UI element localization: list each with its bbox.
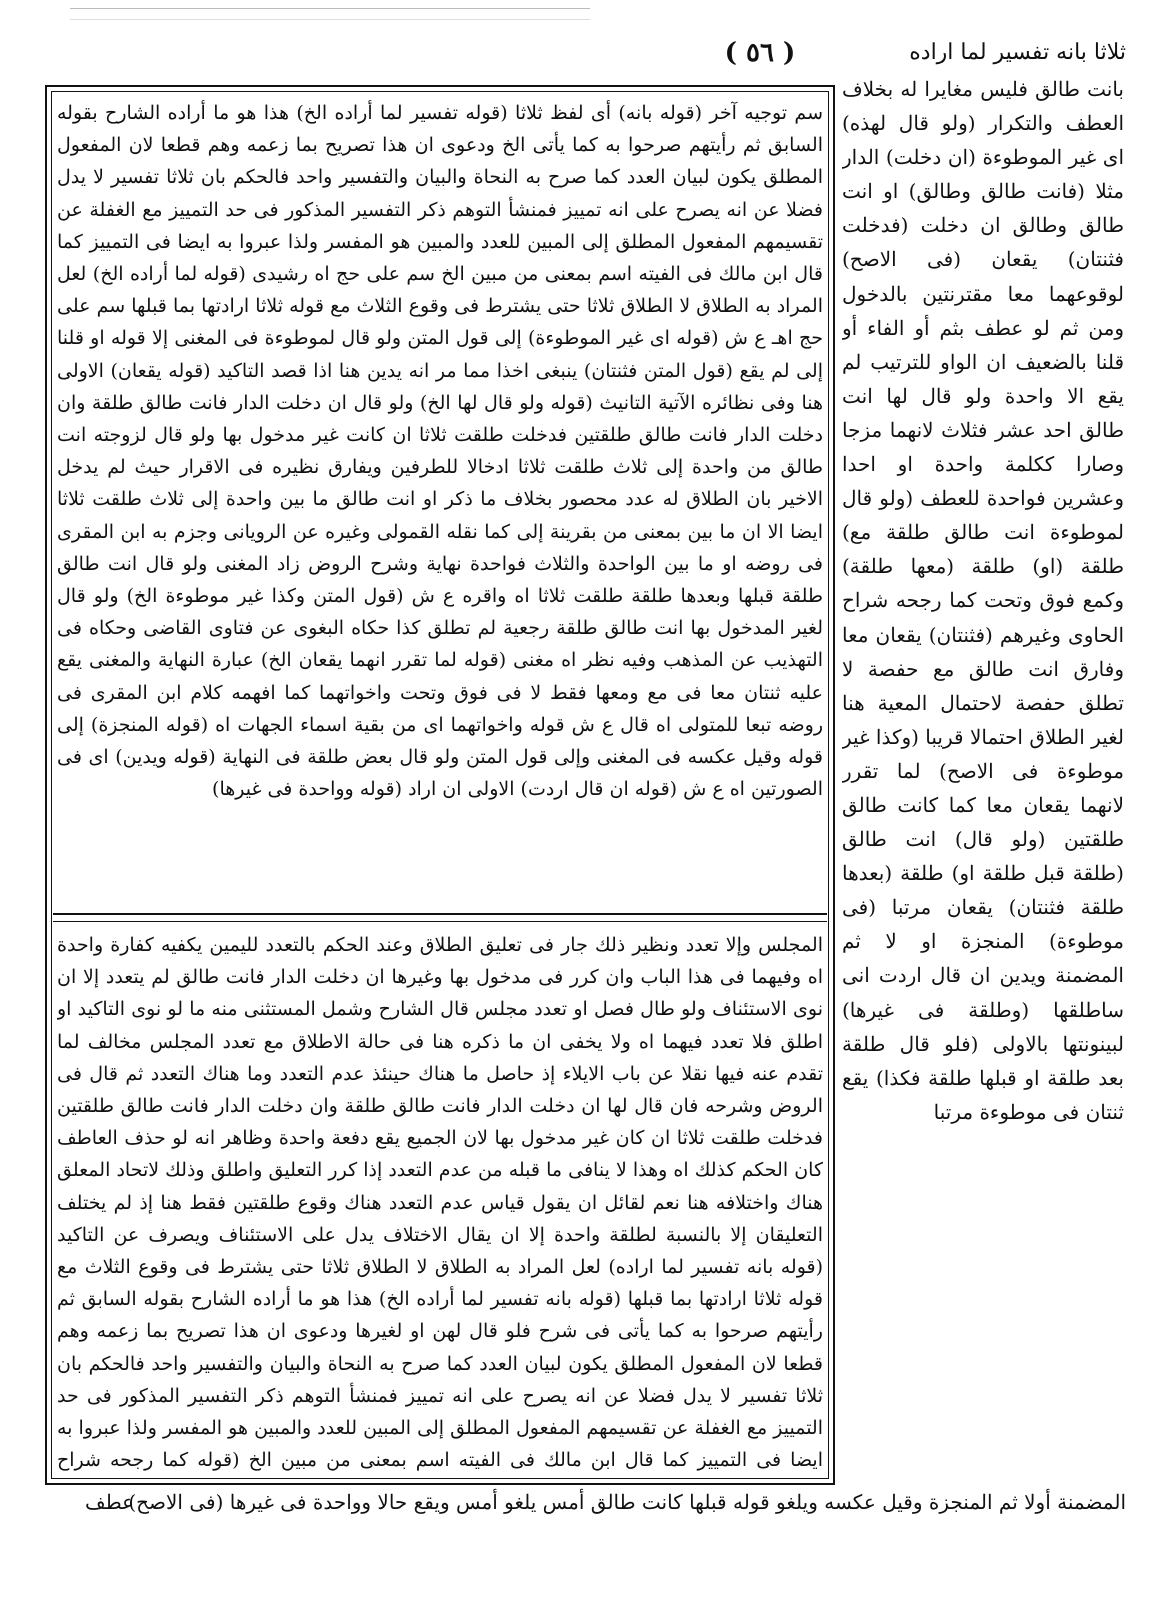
matn-side-column: بانت طالق فليس مغايرا له بخلاف العطف والتكرار (ولو قال لهذه) اى غير الموطوءة (ان دخلت) الدار مثلا (فانت طالق وطالق) او انت طالق وطالق ان دخلت (فدخلت فثنتان) يقعان (فى الاصح) لوقوعهما معا مقترنتين بالدخول ومن ثم لو عطف بثم أو الفاء أو قلنا بالضعيف ان الواو للترتيب لم يقع الا واحدة ولو قال لها انت طالق احد عشر فثلاث لانهما مزجا وصارا ككلمة واحدة او احدا وعشرين فواحدة للعطف (ولو قال لموطوءة انت طالق طلقة مع) طلقة (او) طلقة (معها طلقة) وكمع فوق وتحت كما رجحه شراح الحاوى وغيرهم (فثنتان) يقعان معا وفارق انت طالق مع حفصة لا تطلق حفصة لاحتمال المعية هنا لغير الطلاق احتمالا قريبا (وكذا غير موطوءة فى الاصح) لما تقرر لانهما يقعان معا كما كانت طالق طلقتين (ولو قال) انت طالق (طلقة قبل طلقة او) طلقة (بعدها طلقة فثنتان) يقعان مرتبا (فى موطوءة) المنجزة او لا ثم المضمنة ويدين ان قال اردت انى ساطلقها (وطلقة فى غيرها) لبينونتها بالاولى (فلو قال طلقة بعد طلقة او قبلها طلقة فكذا) يقع ثنتان فى موطوءة مرتبا (842, 77, 1124, 1124)
top-commentary-text: سم توجيه آخر (قوله بانه) أى لفظ ثلاثا (قوله تفسير لما أراده الخ) هذا هو ما أراده الشارح بقوله السابق ثم رأيتهم صرحوا به كما يأتى الخ ودعوى ان هذا تصريح بما زعمه وهم قطعا لان المفعول المطلق يكون لبيان العدد كما صرح به النحاة والبيان والتفسير واحد فالحكم بان ثلاثا تفسير لا يدل فضلا عن انه يصرح على انه تمييز فمنشأ التوهم ذكر التفسير المذكور فى حد التمييز مع الغفلة عن تقسيمهم المفعول المطلق إلى المبين للعدد والمبين هو المفسر ولذا عبروا به ايضا فى التمييز كما قال ابن مالك فى الفيته اسم بمعنى من مبين الخ سم على حج اه رشيدى (قوله لما أراده الخ) لعل المراد به الطلاق لا الطلاق ثلاثا حتى يشترط فى وقوع الثلاث مع قوله ثلاثا ارادتها بما قبلها سم على حج اهـ ع ش (قوله اى غير الموطوءة) إلى قول المتن ولو قال لموطوءة فى المغنى إلا قوله او قلنا إلى لم يقع (قول المتن فثنتان) ينبغى اخذا مما مر انه يدين هنا اذا قصد التاكيد (قوله يقعان) الاولى هنا وفى نظائره الآتية التانيث (قوله ولو قال لها الخ) ولو قال ان دخلت الدار فانت طالق طلقة وان دخلت الدار فانت طالق طلقتين فدخلت طلقت ثلاثا ان كانت غير مدخول بها ولو قال لزوجته انت طالق من واحدة إلى ثلاث طلقت ثلاثا ادخالا للطرفين ويفارق نظيره فى الاقرار حيث لم يدخل الاخير بان الطلاق له عدد محصور بخلاف ما ذكر او انت طالق ما بين واحدة إلى ثلاث طلقت ثلاثا ايضا الا ان ما بين بمعنى من بقرينة إلى كما نقله القمولى وغيره عن الرويانى وجزم به ابن المقرى فى روضه او ما بين الواحدة والثلاث فواحدة نهاية وشرح الروض زاد المغنى ولو قال انت طالق طلقة قبلها وبعدها طلقة طلقت ثلاثا اه واقره ع ش (قول المتن وكذا غير موطوءة الخ) ولو قال لغير المدخول بها انت طالق طلقة رجعية لم تطلق كذا حكاه البغوى عن فتاوى القاضى وحكاه فى التهذيب عن المذهب وفيه نظر اه مغنى (قوله لما تقرر انهما يقعان الخ) عبارة النهاية والمغنى يقع عليه ثنتان معا فى مع ومعها فقط لا فى فوق وتحت واخواتهما كما افهمه كلام ابن المقرى فى روضه تبعا للمتولى اه قال ع ش قوله واخواتهما اى من بقية اسماء الجهات اه (قوله المنجزة) إلى قوله وقيل عكسه فى المغنى وإلى قول المتن ولو قال بعض طلقة فى النهاية (قوله ويدين) اى فى الصورتين اه ع ش (قوله ان قال اردت) الاولى ان اراد (قوله وواحدة فى غيرها) (57, 102, 823, 801)
running-head: ثلاثا بانه تفسير لما اراده (909, 40, 1126, 65)
page-number: ( ٥٦ ) (724, 38, 796, 68)
section-divider (53, 913, 827, 922)
bottom-commentary-text: المجلس وإلا تعدد ونظير ذلك جار فى تعليق الطلاق وعند الحكم بالتعدد لليمين يكفيه كفارة واحدة اه وفيهما فى هذا الباب وان كرر فى مدخول بها وغيرها ان دخلت الدار فانت طالق لم يتعدد إلا ان نوى الاستئناف ولو طال فصل او تعدد مجلس قال الشارح وشمل المستثنى منه ما لو نوى التاكيد او اطلق فلا تعدد فيهما اه ولا يخفى ان ما ذكره هنا فى حالة الاطلاق مع تعدد المجلس مخالف لما تقدم عنه فيها نقلا عن باب الايلاء إذ حاصل ما هناك حينئذ عدم التعدد وما هناك التعدد ثم قال فى الروض وشرحه فان قال لها ان دخلت الدار فانت طالق طلقة وان دخلت الدار فانت طالق طلقتين فدخلت طلقت ثلاثا ان كان غير مدخول بها لان الجميع يقع دفعة واحدة وظاهر انه لو حذف العاطف كان الحكم كذلك اه وهذا لا ينافى ما قبله من عدم التعدد إذا كرر التعليق واطلق وذلك لاتحاد المعلق هناك واختلافه هنا نعم لقائل ان يقول قياس عدم التعدد هناك وقوع طلقتين فقط هنا إذ لم يختلف التعليقان إلا بالنسبة لطلقة واحدة إلا ان يقال الاختلاف يدل على الاستئناف ويصرف عن التاكيد (قوله بانه تفسير لما اراده) لعل المراد به الطلاق لا الطلاق ثلاثا حتى يشترط فى وقوع الثلاث مع قوله ثلاثا ارادتها بما قبلها (قوله بانه تفسير لما أراده الخ) هذا هو ما أراده الشارح بقوله السابق ثم رأيتهم صرحوا به كما يأتى فى شرح فلو قال لهن او لغيرها ودعوى ان هذا تصريح بما زعمه وهم قطعا لان المفعول المطلق يكون لبيان العدد كما صرح به النحاة والبيان والتفسير واحد فالحكم بان ثلاثا تفسير لا يدل فضلا عن انه يصرح على انه تمييز فمنشأ التوهم ذكر التفسير المذكور فى حد التمييز مع الغفلة عن تقسيمهم المفعول المطلق إلى المبين للعدد والمبين هو المفسر ولذا عبروا به ايضا فى التمييز كما قال ابن مالك فى الفيته اسم بمعنى من مبين الخ (قوله كما رجحه شراح (57, 934, 823, 1472)
top-rule (70, 8, 590, 20)
commentary-frame (45, 85, 835, 1485)
catchword: عطف (85, 1490, 135, 1514)
footer-line: المضمنة أولا ثم المنجزة وقيل عكسه ويلغو قوله قبلها كانت طالق أمس يلغو أمس ويقع حالا وواحدة فى غيرها (فى الاصح) (128, 1490, 1126, 1514)
